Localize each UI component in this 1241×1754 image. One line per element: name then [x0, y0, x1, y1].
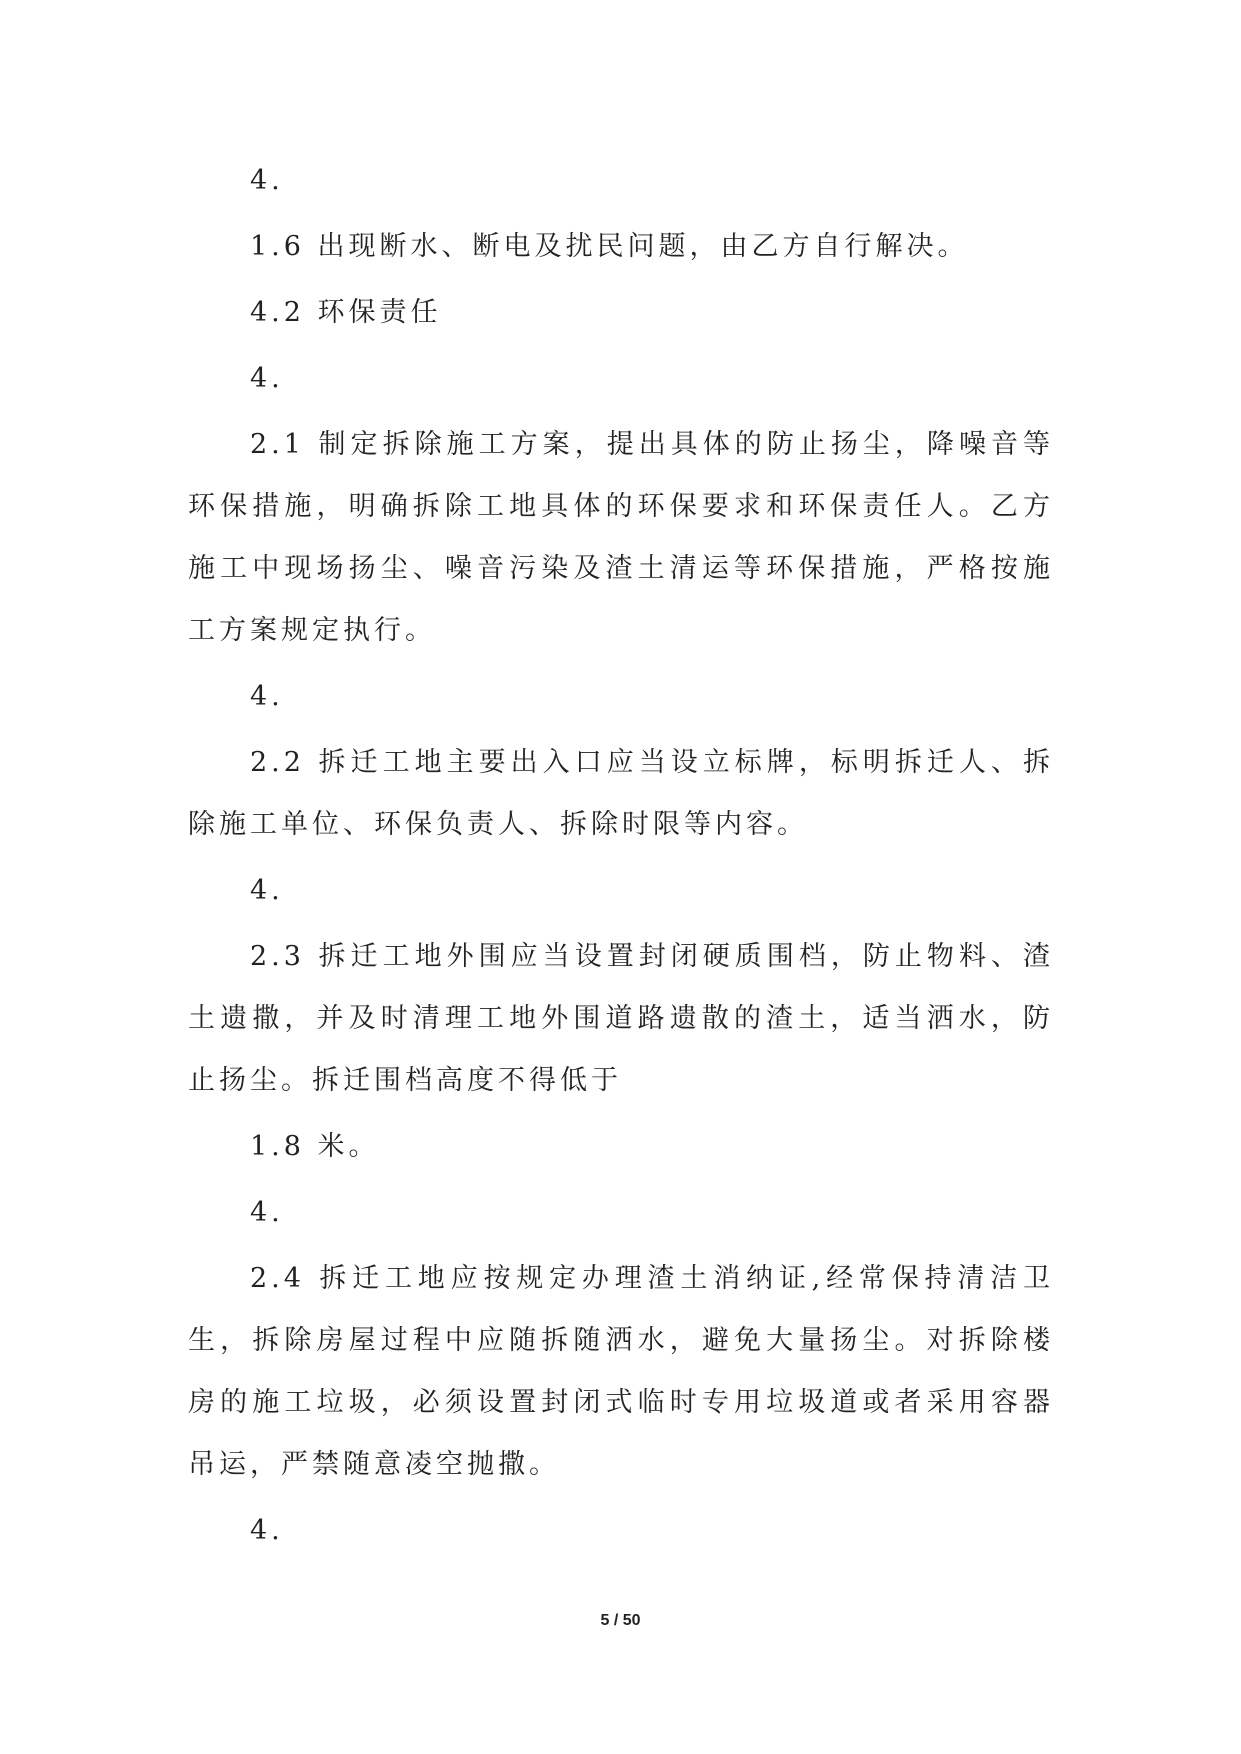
paragraph: 4.: [250, 165, 284, 196]
paragraph: 4.: [250, 681, 284, 712]
paragraph: 4.: [250, 363, 284, 394]
page-number: 5 / 50: [600, 1612, 641, 1629]
paragraph: 2.1 制定拆除施工方案，提出具体的防止扬尘，降噪音等环保措施，明确拆除工地具体的环保要求和环保责任人。乙方施工中现场扬尘、噪音污染及渣土清运等环保措施，严格按施工方案规定执行。: [188, 429, 1054, 646]
document-body: [188, 150, 1054, 1566]
paragraph: 4.: [250, 1197, 284, 1228]
paragraph: 4.: [250, 1515, 284, 1546]
paragraph: 4.2 环保责任: [250, 297, 442, 328]
paragraph: 2.4 拆迁工地应按规定办理渣土消纳证,经常保持清洁卫生，拆除房屋过程中应随拆随洒水，避免大量扬尘。对拆除楼房的施工垃圾，必须设置封闭式临时专用垃圾道或者采用容器吊运，严禁随意凌空抛撒。: [188, 1263, 1054, 1480]
paragraph: 1.8 米。: [250, 1131, 380, 1162]
paragraph: 4.: [250, 875, 284, 906]
paragraph: 1.6 出现断水、断电及扰民问题，由乙方自行解决。: [250, 231, 969, 262]
paragraph: 2.3 拆迁工地外围应当设置封闭硬质围档，防止物料、渣土遗撒，并及时清理工地外围道路遗散的渣土，适当洒水，防止扬尘。拆迁围档高度不得低于: [188, 941, 1054, 1096]
paragraph: 2.2 拆迁工地主要出入口应当设立标牌，标明拆迁人、拆除施工单位、环保负责人、拆除时限等内容。: [188, 747, 1054, 840]
